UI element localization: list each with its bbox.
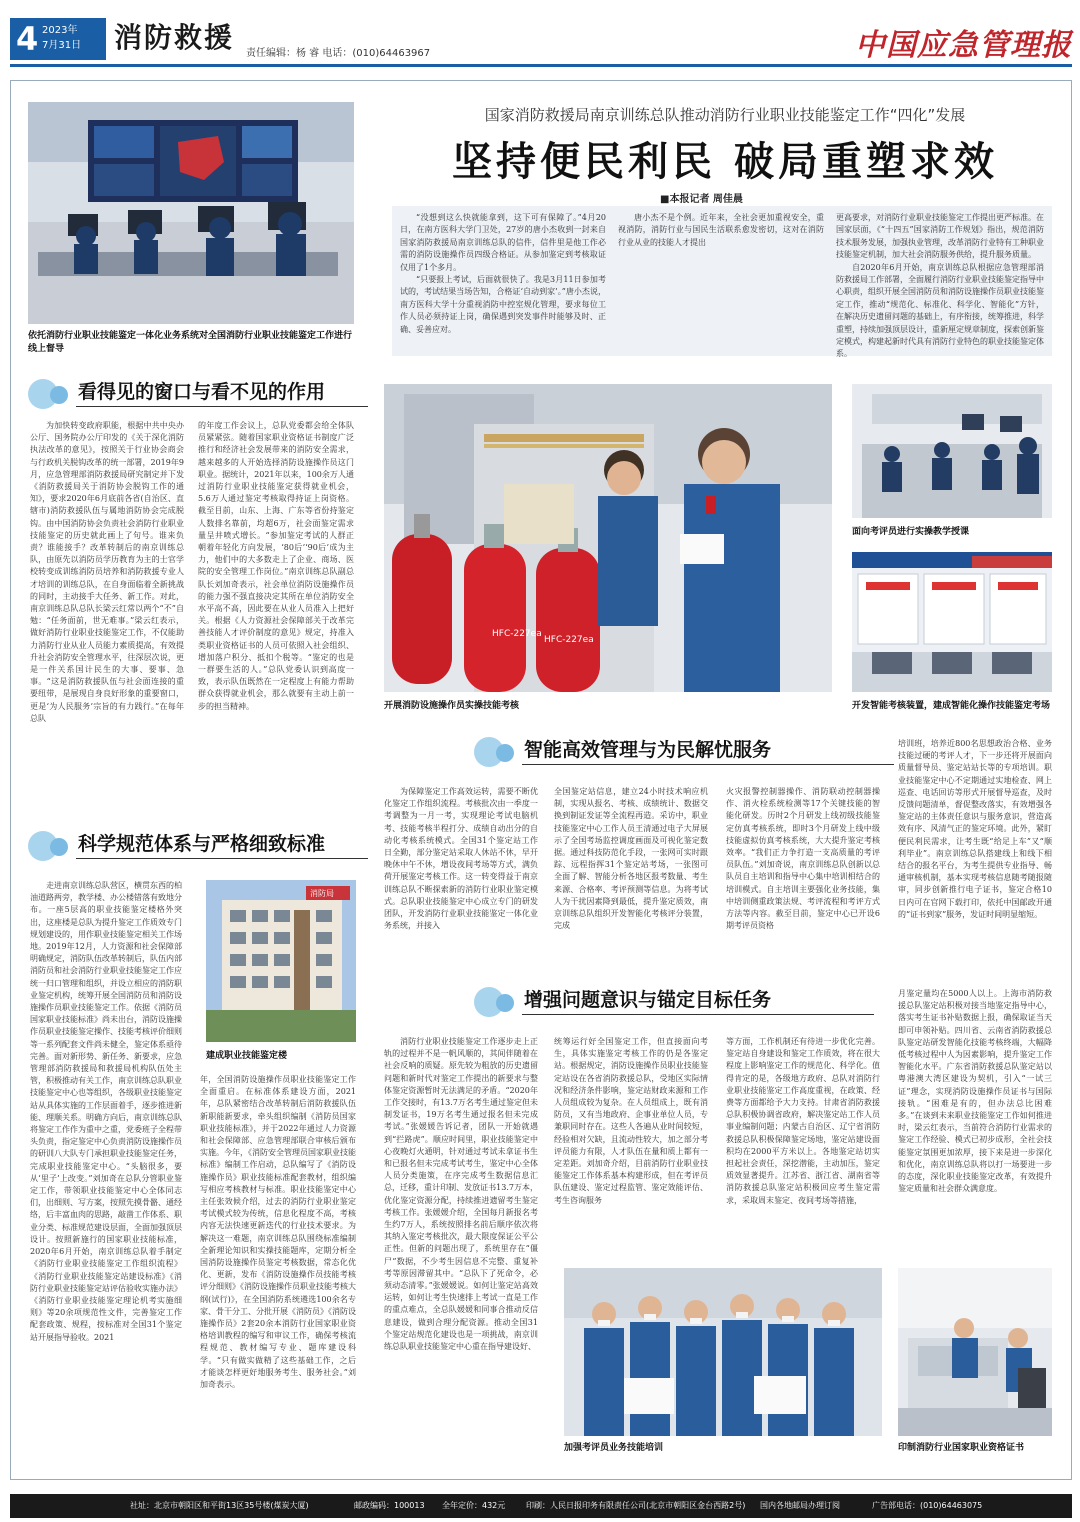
photo-smart-exam-room [852, 552, 1052, 692]
body-paragraph: 年，全国消防设施操作员职业技能鉴定工作全面重启。在标准体系建设方面，2021年，总队紧密结合改革转制后消防救援队伍新职能新要求，牵头组织编制《消防员国家职业技能标准》，并于2022年通过人力资源和社会保障部、应急管理部联合审核后颁布实施。今年，《消防安全管理员国家职业技能标准》编制工作启动，总队编写了《消防设施操作员》职业技能标准配套教材，组织编写相应考核教材与标准。职业技能鉴定中心主任张效候介绍，过去的消防行业职业鉴定考试模式较为传统，信息化程度不高，考核内容无法快速更新迭代的行业技术要求。为解决这一难题，南京训练总队围绕标准编制全新理论知识和实操技能题库，定期分析全国消防设施操作员鉴定考核数据，常态化优化、更新，发布《消防设施操作员技能考核评分细则》《消防设施操作员职业技能考核大纲(试行)》，在全国消防系统遴选100余名专家、骨干分工、分批开展《消防员》《消防设施操作员》2套20余本消防行业国家职业资格培训教程的编写和审议工作，确保考核流程规范、教材编写专业、题库建设科学。“只有做实做精了这些基础工作，之后才能谈怎样更好地服务考生、服务社会。”刘加奇表示。 [200, 1075, 356, 1390]
footer-bar [10, 1494, 1072, 1518]
lead-column-1 [400, 212, 606, 352]
section-4-column-1 [384, 1036, 538, 1456]
page-number: 4 [16, 20, 39, 58]
section-4-column-4 [898, 988, 1052, 1262]
bubble-icon [50, 838, 68, 856]
footer-ad-phone: 广告部电话：(010)64463075 [872, 1501, 983, 1510]
section-4-column-2 [554, 1036, 708, 1262]
issue-date [42, 23, 81, 53]
cylinder-label: HFC-227ea [492, 629, 542, 639]
photo-certificate [898, 1268, 1052, 1436]
photo-control-room [28, 102, 354, 324]
section-heading-3 [474, 734, 894, 768]
caption-control-room: 依托消防行业职业技能鉴定一体化业务系统对全国消防行业职业技能鉴定工作进行线上督导 [28, 331, 353, 354]
footer-postcode: 邮政编码：100013 [354, 1501, 425, 1510]
section-3-column-3 [726, 786, 880, 976]
bubble-icon [496, 994, 514, 1012]
section-heading-2 [28, 828, 368, 862]
section-heading-text: 科学规范体系与严格细致标准 [78, 833, 326, 855]
masthead [10, 8, 1072, 68]
lead-paragraph: “没想到这么快就能拿到，这下可有保障了。”4月20日，在南方医科大学门卫处，27岁的唐小杰收到一封来自国家消防救援局南京训练总队的信件，信件里是他工作必需的消防设施操作员四级合格证。从参加鉴定到考核取证仅用了1个多月。 [400, 213, 606, 272]
lead-paragraph: 自2020年6月开始，南京训练总队根据应急管理部消防救援局工作部署，全面履行消防行业职业技能鉴定指导中心职责，组织开展全国消防员和消防设施操作员职业技能鉴定工作，推动“规范化、标准化、科学化、智能化”方针，在解决历史遗留问题的基础上，有序衔接，统筹推进，科学重塑，持续加强顶层设计，重新厘定规章制度，探索创新鉴定模式，构建起新时代具有消防行业特色的职业技能鉴定体系。 [836, 262, 1044, 359]
section-heading-text: 增强问题意识与锚定目标任务 [524, 989, 772, 1011]
section-heading-1 [28, 376, 368, 410]
bubble-icon [50, 386, 68, 404]
section-2-column-1 [30, 880, 182, 1456]
lead-paragraph: 唐小杰不是个例。近年来，全社会更加重视安全，重视消防，消防行业与国民生活联系愈发密切，这对在消防行业从业的技能人才提出 [618, 213, 824, 247]
body-paragraph: 等方面，工作机制还有待进一步优化完善。鉴定站自身建设和鉴定工作质效，将在很大程度上影响鉴定工作的规范化、科学化。值得肯定的是，各级地方政府、总队对消防行业职业技能鉴定工作高度重视，在政策、经费等方面都给予大力支持。甘肃省消防救援总队积极协调省政府，解决鉴定站工作人员事业编制问题；内蒙古自治区、辽宁省消防救援总队积极保障鉴定场地，鉴定站建设面积均在2000平方米以上。各地鉴定站切实担起社会责任，深挖潜能，主动加压，鉴定质效显著提升。江苏省、浙江省、湖南省等消防救援总队鉴定站积极回应考生鉴定需求，采取周末鉴定、夜间考场等措施， [726, 1037, 880, 1205]
photo-building [206, 880, 356, 1042]
section-3-column-4 [898, 738, 1052, 978]
section-title: 消防救援 [114, 21, 235, 54]
body-paragraph: 月鉴定量均在5000人以上。上海市消防救援总队鉴定站积极对接当地鉴定指导中心，落实考生证书补贴数据上报，确保取证当天即可申领补贴。四川省、云南省消防救援总队鉴定站研发智能化技能考核终端，大幅降低考核过程中人为因素影响，提升鉴定工作智能化水平。广东省消防救援总队鉴定站以粤港澳大湾区建设为契机，引入“一试三证”理念，实现消防设施操作员证书与国际接轨。“困难是有的，但办法总比困难多。”在谈到未来职业技能鉴定工作如何推进时，梁云红表示，当前符合消防行业需求的鉴定工作经验、模式已初步成形，全社会技能鉴定氛围更加浓厚，接下来是进一步深化和优化，南京训练总队将以打一场要进一步的态度，深化职业技能鉴定改革，有效提升鉴定质量和社会群众满意度。 [898, 989, 1052, 1194]
body-paragraph: 走进南京训练总队营区，横贯东西的柏油道路两旁，教学楼、办公楼错落有致地分布。一座5层高的职业技能鉴定楼格外突出，这座楼是总队为提升鉴定工作质效专门规划建设的，用作职业技能鉴定相关工作场地。2019年12月，人力资源和社会保障部明确规定，消防队伍改革转制后，队伍内部消防员和社会消防行业职业技能鉴定工作应统一归口管理和组织，并设立相应的消防职业鉴定机构，统筹开展全国消防员和消防设施操作员职业技能鉴定工作。依据《消防员国家职业技能标准》尚未出台，消防设施操作员职业技能鉴定操作、技能考核评价细则等一系列配套文件尚未健全，鉴定体系亟待完善。面对新形势、新任务、新要求，应急管理部消防救援局和救援局机构队伍处主管，积极推动有关工作，南京训练总队职业技能鉴定中心也等组织，各级职业技能鉴定站从具体实施的工作层面着手，逐步推进新能、理顺关系。明确方向后，南京训练总队将鉴定工作作为重中之重，党委班子全程带头负责，指定鉴定中心负责消防设施操作员的研训八大队专门承担职业技能鉴定任务，完成职业技能鉴定中心。“头脑很多，要从‘里子’上改变。”刘加奇在总队分管职业鉴定工作，带领职业技能鉴定中心全体同志们，出细则、写方案，按照先摸骨骼、通经络，后丰富血肉的思路，敲凿工作体系、职业分类、标准规范建设层面，全面加强顶层设计。按照新施行的国家职业技能标准，2020年6月开始，南京训练总队着手制定《消防行业职业技能鉴定工作组织流程》《消防行业职业技能鉴定站建设标准》《消防行业职业技能鉴定站评估验收实施办法》《消防行业职业技能鉴定理论机考实施细则》等20余项规范性文件，完善鉴定工作配套政策、规程，按标准对全国31个鉴定站开展指导验收。2021 [30, 881, 182, 1342]
body-paragraph: 全国鉴定站信息，建立24小时技术响应机制，实现从报名、考核、成绩统计、数据交换到制证发证等全流程再造。采访中，职业技能鉴定中心工作人员王清通过电子大屏展示了全国考场监控调度画面及可视化鉴定数据。通过科技防范化手段，一张网可实时跟踪、远程指挥31个鉴定站考场，一张图可全面了解、智能分析各地区报考数量、考生来源、合格率、考评预测等信息。为将考试人为干扰因素降到最低，提升鉴定质效，南京训练总队组织开发智能化考核评分装置，完成 [554, 787, 708, 931]
footer-distribution: 国内各地邮局办理订阅 [760, 1501, 840, 1510]
body-paragraph: 火灾报警控制器操作、消防联动控制器操作、消火栓系统检测等17个关键技能的智能化研发。历时2个月研发上线初级技能鉴定仿真考核系统，即时3个月研发上线中级技能虚拟仿真考核系统，大大提升鉴定考核效率。“我们正力争打造一支高质量的考评员队伍。”刘加奇说，南京训练总队创新以总队员自主培训和指导中心集中培训相结合的培训模式。自主培训主要强化业务技能，集中培训侧重政策法规、考评流程和考评方式方法等内容。截至目前，鉴定中心已开设6期考评员资格 [726, 787, 880, 931]
caption-cylinder-exam: 开展消防设施操作员实操技能考核 [384, 701, 520, 711]
newspaper-logo: 中国应急管理报 [855, 28, 1072, 63]
section-3-column-1 [384, 786, 538, 976]
body-paragraph: 消防行业职业技能鉴定工作逐步走上正轨的过程并不是一帆风顺的，其间伴随着在社会反响的质疑。原先较为粗放的历史遗留问题和新时代对鉴定工作提出的新要求与整体鉴定资源暂时无法满足的矛盾。“2020年工作交接时，有13.7万名考生通过鉴定但未制发证书，19万名考生通过报名但未完成考试。”张媛媛告诉记者，团队一开始就遇到“拦路虎”。顺应时间里，职业技能鉴定中心夜晚灯火通明，针对通过考试未拿证书生和已报名但未完成考试考生，鉴定中心全体人员分类施策，在序完成考生数据信息汇总，迁移，重计印制、发放证书13.7万本，优化鉴定资源分配，持续推进遗留考生鉴定考核工作。张媛媛介绍，全国每月新报名考生约7万人，系统按照排名前后顺序依次将其纳入鉴定考核批次，最大限度保证公平公正性。但新的问题出现了，系统里存在“僵尸”数据，不少考生因信息不完整、重复补考等原因滞留其中。“总队下了死命令，必须动态清零。”张媛媛说。如何让鉴定站高效运转，如何让考生快速排上考试一直是工作的重点难点，全总队媛媛和同事合推动反信息建设，做到合理分配资源。推动全国31个鉴定站规范化建设也是一项挑战，南京训练总队职业技能鉴定中心重在指导建设好、 [384, 1037, 538, 1352]
photo-classroom [852, 384, 1052, 518]
section-4-column-3 [726, 1036, 880, 1262]
lead-paragraph: “只要报上考试，后面就很快了。我是3月11日参加考试的，考试结果当场告知，合格证‘自动到家’。”唐小杰说，南方医科大学十分重视消防中控室规化管理，要求每位工作人员必须持证上岗，确保遇到突发事件时能够及时、正确、妥善应对。 [400, 275, 606, 334]
section-heading-4 [474, 984, 874, 1018]
section-heading-text: 智能高效管理与为民解忧服务 [524, 739, 772, 761]
article-kicker: 国家消防救援局南京训练总队推动消防行业职业技能鉴定工作“四化”发展 [484, 106, 966, 124]
heading-rule [76, 858, 368, 859]
masthead-rule [10, 64, 1072, 67]
caption-classroom: 面向考评员进行实操教学授课 [852, 527, 970, 537]
page-number-badge [10, 18, 106, 60]
section-2-column-2 [200, 1074, 356, 1456]
editor-info: 责任编辑：杨 睿 电话：(010)64463967 [246, 48, 431, 59]
issue-day: 7月31日 [42, 40, 82, 51]
section-heading-text: 看得见的窗口与看不见的作用 [78, 381, 326, 403]
section-1-column-2 [198, 420, 354, 830]
body-paragraph: 培训班，培养近800名思想政治合格、业务技能过硬的考评人才，下一步还将开展面向质量督导员、鉴定站站长等的专项培训。职业技能鉴定中心不定期通过实地检查、网上巡查、电话回访等形式开展督导巡查，及时反馈问题清单，督促整改落实，有效增强各鉴定站的主体责任意识与服务意识，营造高效有序、风清气正的鉴定环境。此外，紧盯便民利民需求，让考生既“给足上车”又“顺利毕业”。南京训练总队搭建线上和线下相结合的报名平台，为考生提供专业指导、畅通审核机制，基本实现考核信息随考随报随审，同步创新推行电子证书，鉴定合格10日内可在官网下载打印，依托中国邮政开通的“证书到家”服务，发证时间明显缩短。 [898, 739, 1052, 919]
footer-address: 社址：北京市朝阳区和平街13区35号楼(煤炭大厦) [130, 1501, 309, 1510]
body-paragraph: 的年度工作会议上，总队党委都会给全体队员紧紧弦。随着国家职业资格证书制度广泛推行和经济社会发展带来的消防安全需求，越来越多的人开始选择消防设施操作员这门职业。据统计，2021年以来，100余万人通过消防行业职业技能鉴定获得就业机会，5.6万人通过鉴定考核取得持证上岗资格。截至目前，山东、上海、广东等省份持鉴定人数排名靠前，均超6万，社会面鉴定需求量呈井喷式增长。“参加鉴定考试的人群正朝着年轻化方向发展，‘80后’‘90后’成为主力，他们中的大多数走上了企业、商场、医院的安全管理工作岗位。”南京训练总队副总队长刘加奇表示，社会单位消防设施操作员的能力强不强直接决定其所在单位消防安全水平高不高，因此要在从业人员准入上把好关。根据《人力资源社会保障部关于改革完善技能人才评价制度的意见》规定，持准入类职业资格证书的人员可依照入社会组织、增加落户积分、抵扣个税等。“鉴定的也是一群要生活的人。”总队党委认识到高度一致，表示队伍既然在一定程度上有能力帮助群众获得就业机会，那么就要有主动上前一步的担当精神。 [198, 421, 354, 711]
section-3-column-2 [554, 786, 708, 976]
footer-price: 全年定价：432元 [442, 1501, 506, 1510]
caption-training: 加强考评员业务技能培训 [564, 1443, 664, 1453]
issue-year: 2023年 [42, 25, 78, 36]
lead-column-2 [618, 212, 824, 352]
photo-training [564, 1268, 882, 1436]
lead-paragraph: 更高要求，对消防行业职业技能鉴定工作提出更严标准。在国家层面，《“十四五”国家消防工作规划》指出，规范消防技术服务发展，加强执业管理，改革消防行业特有工种职业技能鉴定机制，加大社会消防服务供给，提升服务质量。 [836, 213, 1044, 260]
article-byline: ■本报记者 周佳晨 [660, 194, 743, 205]
lead-column-3 [836, 212, 1044, 359]
caption-certificate: 印制消防行业国家职业资格证书 [898, 1443, 1025, 1453]
building-sign: 消防局 [310, 889, 334, 898]
cylinder-label: HFC-227ea [544, 635, 594, 645]
heading-rule [76, 406, 368, 407]
heading-rule [522, 1014, 874, 1015]
article-headline: 坚持便民利民 破局重塑求效 [452, 138, 998, 185]
photo-cylinder-exam [384, 384, 832, 692]
body-paragraph: 为加快转变政府职能，根据中共中央办公厅、国务院办公厅印发的《关于深化消防执法改革的意见》，按照关于行业协会商会与行政机关脱钩改革的统一部署，2019年9月，应急管理部消防救援局研究制定并下发《消防救援局关于消防协会脱钩工作的通知》，要求2020年6月底前各省(自治区、直辖市)消防救援队伍与属地消防协会完成脱钩。由中国消防协会负责社会消防行业职业技能鉴定的历史就此画上了句号。谁来负责？谁能接手？改革转制后的南京训练总队，由原先以消防员学历教育为主的士官学校转变成训练消防员培养和消防救援专业人才培训的训练总队，在自身面临着全新挑战的同时，主动接手大任务、新工作。对此，南京训练总队总队长梁云红常以两个“不”自勉：“任务面前，世无难事。”梁云红表示，做好消防行业职业技能鉴定工作，不仅能助力消防行业从业人员能力素质提高，有效提升社会消防安全管理水平，往深层次说，更是一件关系国计民生的大事、要事、急事。“这是消防救援队伍与社会面连接的重要纽带，是展现自身良好形象的重要窗口，更是‘为人民服务’宗旨的有力践行。”在每年总队 [30, 421, 184, 723]
body-paragraph: 为保障鉴定工作高效运转，需要不断优化鉴定工作组织流程。考核批次由一季度一考调整为一月一考，实现理论考试电脑机考、技能考核半程打分、成绩自动出分的自动化考核系统模式。全国31个鉴定站工作日全勤，部分鉴定站采取人休站不休，早开晚休中午不休，增设夜间考场等方式，满负荷开展鉴定考核工作。这一转变得益于南京训练总队不断探索新的消防行业职业鉴定模式。总队职业技能鉴定中心成立专门的研发团队，开发消防行业职业技能鉴定一体化业务系统，并接入 [384, 787, 538, 931]
footer-printer: 印刷：人民日报印务有限责任公司(北京市朝阳区金台西路2号) [526, 1501, 746, 1510]
caption-building: 建成职业技能鉴定楼 [206, 1051, 288, 1061]
caption-smart-exam-room: 开发智能考核装置，建成智能化操作技能鉴定考场 [852, 701, 1051, 711]
heading-rule [522, 764, 894, 765]
section-1-column-1 [30, 420, 184, 830]
bubble-icon [496, 744, 514, 762]
body-paragraph: 统筹运行好全国鉴定工作，但直接面向考生，具体实施鉴定考核工作的仍是各鉴定站。根据规定，消防设施操作员职业技能鉴定站设在各省消防救援总队，受地区实际情况和经济条件影响，鉴定站财政来源和工作人员组成较为复杂。在人员组成上，既有消防员，又有当地政府、企事业单位人员，专兼职同时存在。这些人各遍从业时间较短，经验相对欠缺，且流动性较大，加之部分考评员能力有限，人才队伍在量和质上都有一定差距。刘加奇介绍，目前消防行业职业技能鉴定工作体系基本构建形成，但在考评员队伍建设、鉴定过程监管、鉴定效能评估、考生咨询服务 [554, 1037, 708, 1205]
